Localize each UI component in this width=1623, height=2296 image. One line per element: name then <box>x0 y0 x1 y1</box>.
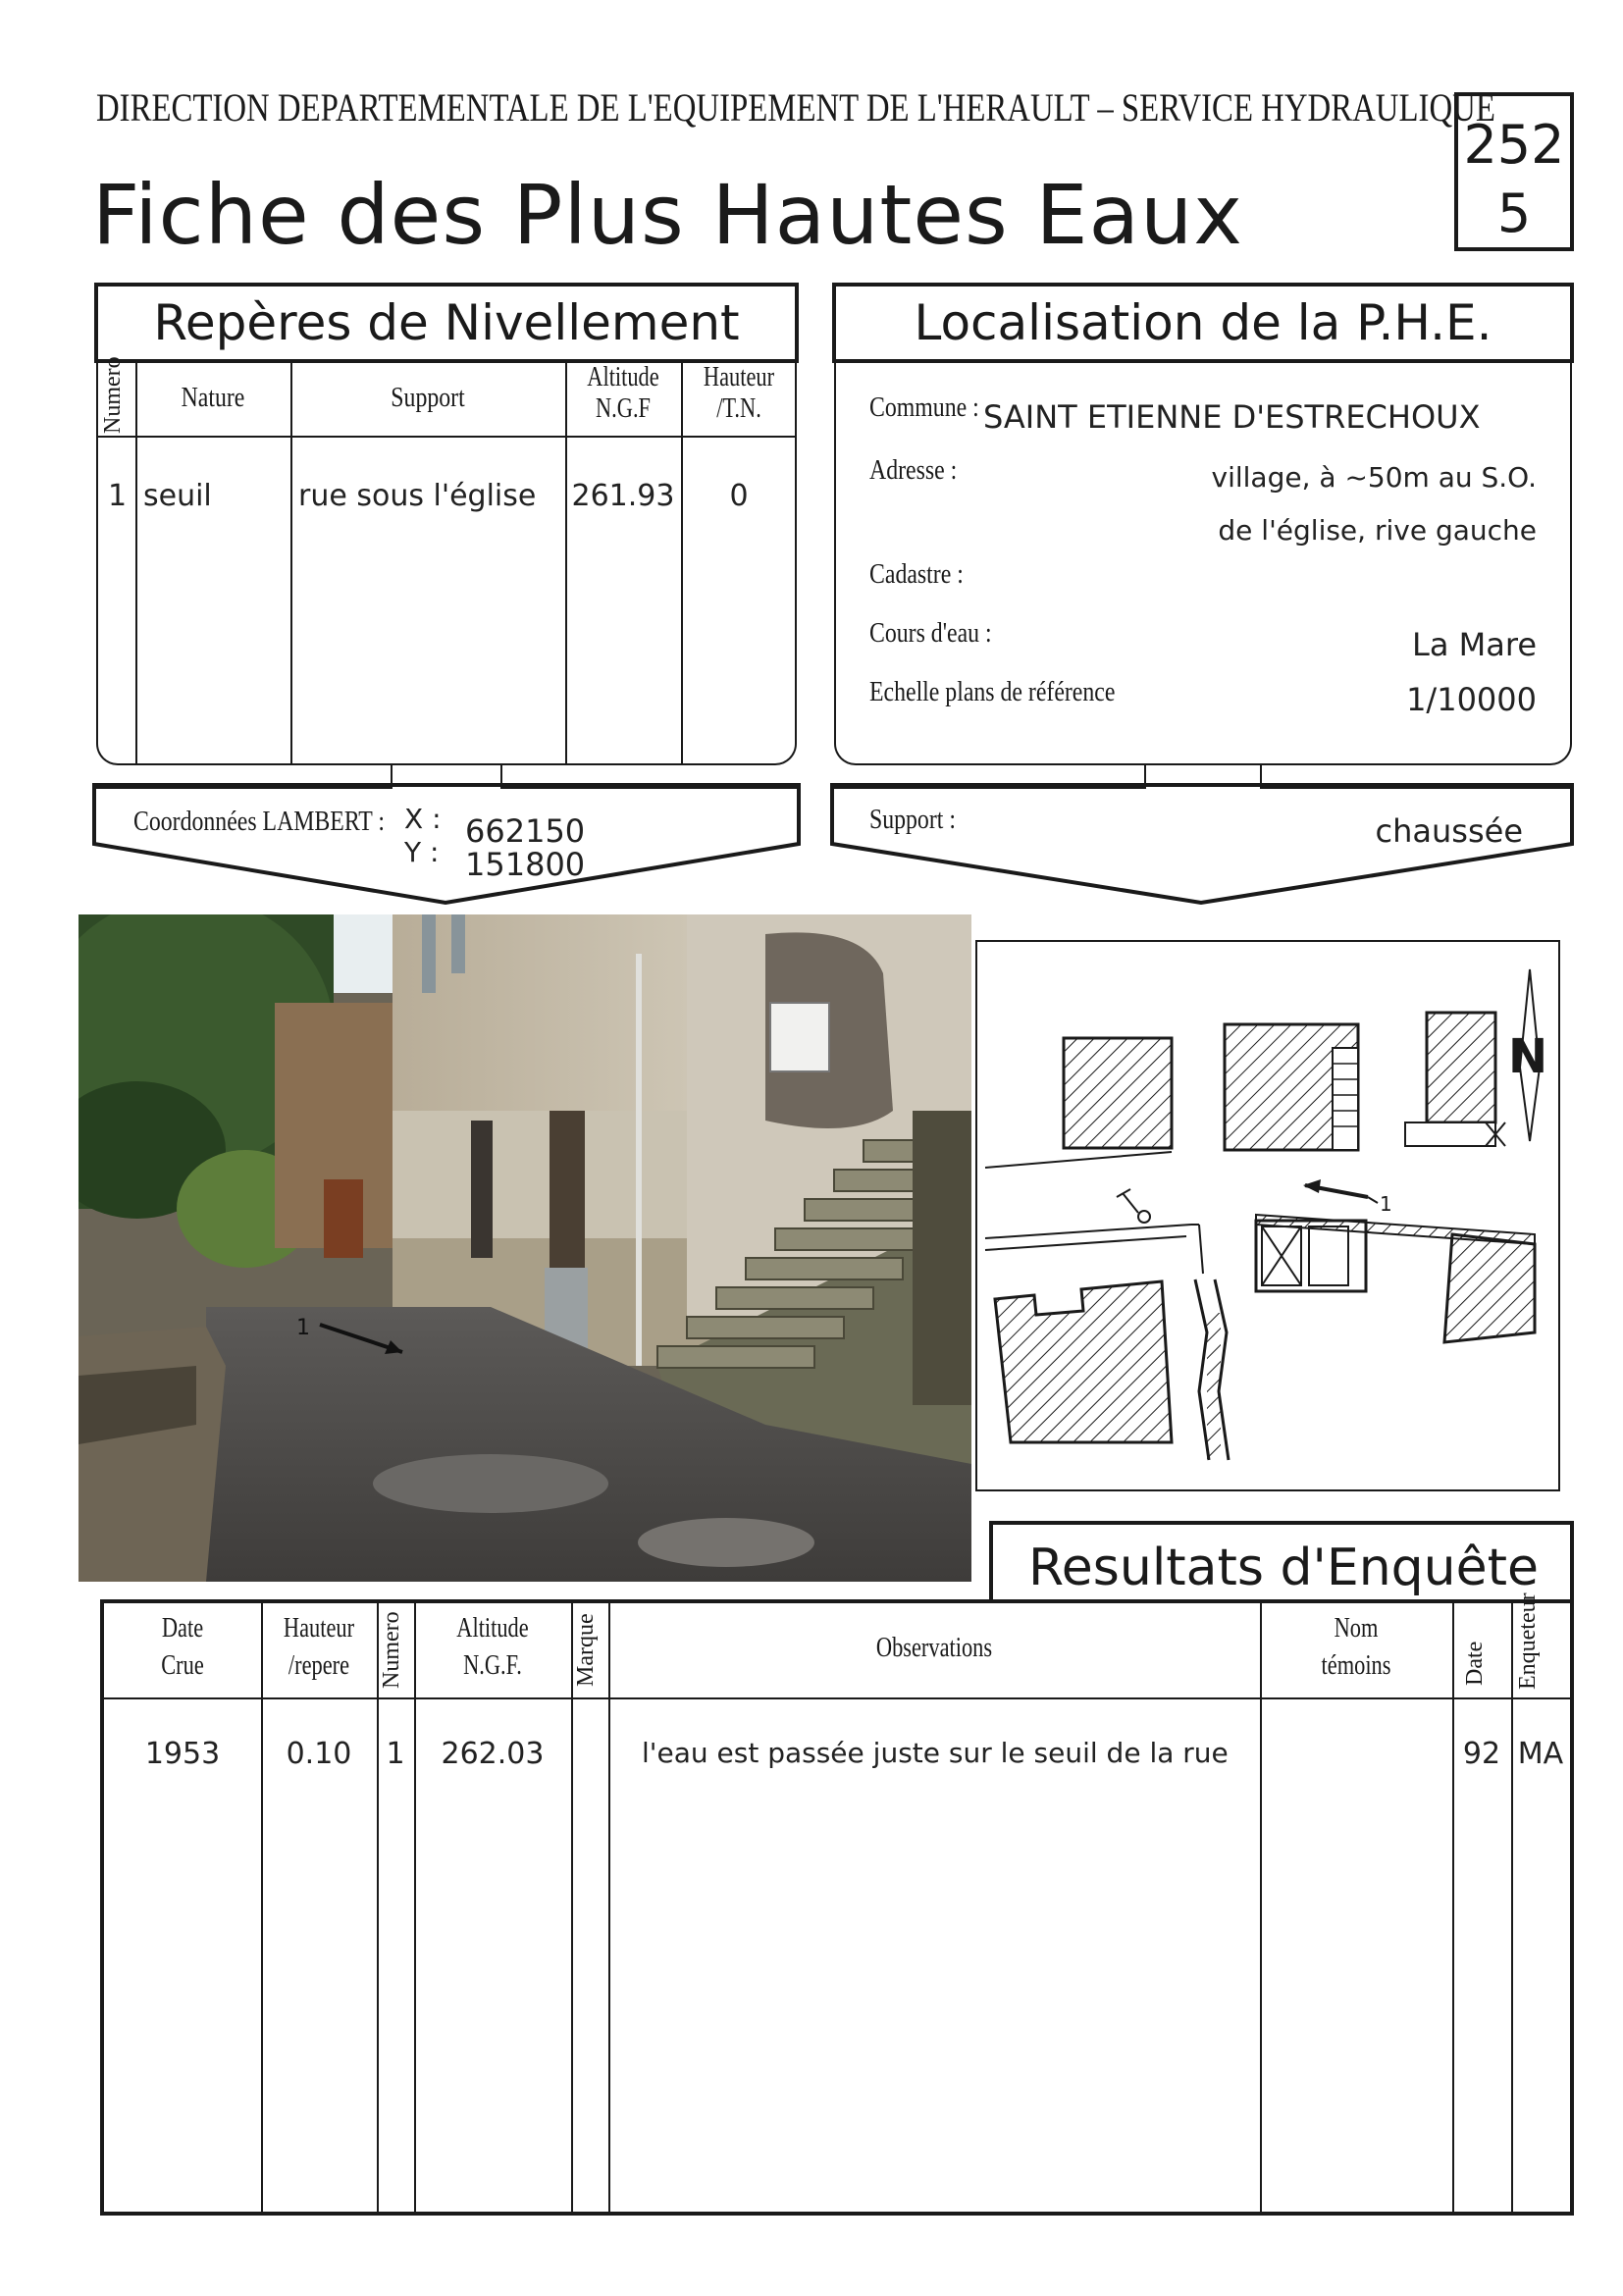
resultats-col-date-crue-1: Date <box>161 1613 204 1644</box>
resultats-row-date-crue: 1953 <box>144 1737 221 1771</box>
cours-eau-label: Cours d'eau : <box>869 618 992 649</box>
resultats-col-altitude-1: Altitude <box>456 1613 529 1644</box>
resultats-title: Resultats d'Enquête <box>1028 1539 1539 1597</box>
reference-number: 252 <box>1463 114 1565 176</box>
resultats-col-altitude-2: N.G.F. <box>463 1650 522 1681</box>
localisation-title-box <box>832 283 1574 363</box>
resultats-col-enqueteur: Enqueteur <box>1515 1592 1541 1691</box>
reperes-col-hauteur-1: Hauteur <box>703 362 775 392</box>
north-label: N <box>1508 1029 1548 1084</box>
lambert-banner <box>92 783 803 909</box>
reperes-title: Repères de Nivellement <box>153 294 740 351</box>
reperes-col-hauteur-2: /T.N. <box>716 393 761 424</box>
echelle-value: 1/10000 <box>1406 681 1537 718</box>
localisation-title: Localisation de la P.H.E. <box>914 294 1492 351</box>
reperes-row-numero: 1 <box>108 479 128 513</box>
resultats-row-hauteur: 0.10 <box>286 1737 352 1771</box>
resultats-col-observations: Observations <box>875 1633 993 1663</box>
reperes-col-altitude-1: Altitude <box>587 362 659 392</box>
page-title: Fiche des Plus Hautes Eaux <box>92 167 1243 263</box>
reperes-col-support: Support <box>391 383 465 413</box>
resultats-row-altitude: 262.03 <box>441 1737 545 1771</box>
echelle-label: Echelle plans de référence <box>869 677 1116 707</box>
reperes-title-box <box>94 283 799 363</box>
reference-sub: 5 <box>1496 183 1532 244</box>
commune-label: Commune : <box>869 392 979 423</box>
lambert-y-label: Y : <box>404 836 440 868</box>
adresse-line2: de l'église, rive gauche <box>1218 514 1537 547</box>
lambert-x-label: X : <box>404 803 442 835</box>
lambert-label: Coordonnées LAMBERT : <box>133 807 385 837</box>
resultats-title-tab <box>989 1521 1574 1603</box>
resultats-col-nom-1: Nom <box>1334 1613 1379 1644</box>
adresse-label: Adresse : <box>869 455 958 486</box>
direction-header: DIRECTION DEPARTEMENTALE DE L'EQUIPEMENT DE L'HERAULT – SERVICE HYDRAULIQUE <box>96 85 1495 130</box>
reperes-col-altitude-2: N.G.F <box>595 393 651 424</box>
resultats-col-nom-2: témoins <box>1321 1650 1391 1681</box>
support-label: Support : <box>869 805 956 835</box>
resultats-col-date-crue-2: Crue <box>161 1650 204 1681</box>
cours-eau-value: La Mare <box>1412 626 1537 663</box>
reperes-col-nature: Nature <box>181 383 245 413</box>
resultats-col-numero: Numero <box>379 1611 404 1690</box>
resultats-row-date: 92 <box>1462 1737 1501 1771</box>
resultats-table <box>100 1592 1574 2216</box>
site-photo <box>79 914 971 1582</box>
lambert-y-value: 151800 <box>465 846 586 883</box>
lambert-x-value: 662150 <box>465 812 586 850</box>
resultats-col-hauteur-1: Hauteur <box>283 1613 355 1644</box>
reference-box <box>1454 92 1574 251</box>
reperes-row-support: rue sous l'église <box>298 479 537 513</box>
adresse-line1: village, à ~50m au S.O. <box>1211 461 1537 494</box>
resultats-row-enqueteur: MA <box>1517 1737 1564 1771</box>
cadastre-label: Cadastre : <box>869 559 964 590</box>
reperes-table <box>96 356 797 765</box>
localisation-panel <box>834 361 1572 765</box>
support-value: chaussée <box>1375 812 1523 850</box>
reperes-col-numero: Numero <box>100 356 126 434</box>
photo-marker-label: 1 <box>296 1316 310 1340</box>
resultats-row-observations: l'eau est passée juste sur le seuil de la rue <box>642 1737 1229 1769</box>
resultats-row-numero: 1 <box>386 1737 405 1771</box>
resultats-col-hauteur-2: /repere <box>288 1650 350 1681</box>
resultats-col-marque: Marque <box>573 1613 599 1688</box>
reperes-row-hauteur: 0 <box>729 479 749 513</box>
reperes-row-altitude: 261.93 <box>571 479 675 513</box>
commune-value: SAINT ETIENNE D'ESTRECHOUX <box>983 398 1481 436</box>
reperes-row-nature: seuil <box>143 479 212 513</box>
site-plan <box>975 940 1560 1491</box>
resultats-col-date: Date <box>1462 1641 1488 1686</box>
plan-marker-label: 1 <box>1380 1192 1392 1216</box>
